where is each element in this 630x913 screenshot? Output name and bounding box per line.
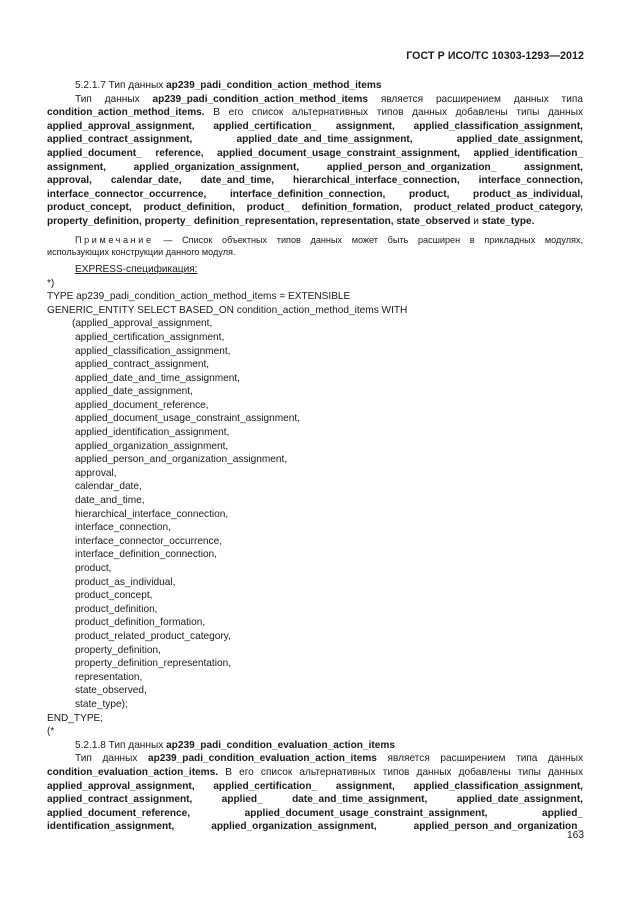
paragraph-text: Тип данных <box>75 753 149 765</box>
type-list-line <box>47 780 583 794</box>
section-heading-5-2-1-7 <box>47 79 583 93</box>
type-list-line <box>47 820 583 834</box>
type-name: ap239_padi_condition_evaluation_action_items <box>148 753 377 765</box>
select-item: applied_certification_assignment, <box>75 331 225 343</box>
note-label: Примечание <box>75 234 154 245</box>
comment-open: (* <box>47 726 55 738</box>
type-name: condition_evaluation_action_items. <box>47 766 219 778</box>
section-paragraph-line-1 <box>47 752 583 766</box>
select-item: property_definition, <box>75 644 161 656</box>
note-line-1 <box>47 234 583 246</box>
select-item: hierarchical_interface_connection, <box>75 508 229 520</box>
select-item: property_definition_representation, <box>75 658 231 670</box>
type-list-line <box>47 133 583 147</box>
select-item: product_as_individual, <box>75 576 176 588</box>
type-list-text: applied_document_ reference, applied_document_usage_constraint_assignment, applied_identification_ <box>47 147 583 159</box>
express-code <box>47 277 583 739</box>
select-item: applied_organization_assignment, <box>75 440 229 452</box>
type-list-last-line <box>47 215 583 229</box>
select-item: product_related_product_category, <box>75 630 231 642</box>
paragraph-text: является расширением типа данных <box>376 753 583 765</box>
select-item: approval, <box>75 467 117 479</box>
section-heading-5-2-1-8 <box>47 739 583 753</box>
page-content <box>47 79 583 834</box>
generic-entity-line: GENERIC_ENTITY SELECT BASED_ON condition_action_method_items WITH <box>47 304 408 316</box>
type-list-line <box>47 188 583 202</box>
page-number: 163 <box>567 830 584 841</box>
section-paragraph-line-1 <box>47 93 583 107</box>
section-paragraph-line-2 <box>47 106 583 120</box>
end-type: END_TYPE; <box>47 712 104 724</box>
express-spec-heading: EXPRESS-спецификация: <box>75 263 198 275</box>
select-item: product, <box>75 563 112 574</box>
select-item: representation, <box>75 671 143 683</box>
paragraph-text: Тип данных <box>75 93 153 105</box>
type-list-text: approval, calendar_date, date_and_time, hierarchical_interface_connection, interface_connection, <box>47 175 583 187</box>
comment-close: *) <box>47 277 55 289</box>
type-list-line <box>47 120 583 134</box>
select-item: applied_document_usage_constraint_assignment, <box>75 413 301 425</box>
select-item: applied_contract_assignment, <box>75 359 210 371</box>
type-list-text: product_concept, product_definition, product_ definition_formation, product_related_product_category, <box>47 202 583 214</box>
type-list-text: state_type. <box>481 215 535 227</box>
type-name: ap239_padi_condition_action_method_items <box>152 93 368 105</box>
type-list-line <box>47 161 583 175</box>
select-item: applied_date_assignment, <box>75 386 193 398</box>
type-list-text: interface_connector_occurrence, interface_definition_connection, product, product_as_individual, <box>47 188 583 200</box>
select-item: applied_classification_assignment, <box>75 345 231 357</box>
type-list-text: identification_assignment, applied_organization_assignment, applied_person_and_organization_ <box>47 821 583 833</box>
heading-prefix: 5.2.1.7 Тип данных <box>75 80 167 91</box>
type-list-line <box>47 807 583 821</box>
type-list-text: applied_document_reference, applied_document_usage_constraint_assignment, applied_ <box>47 807 583 819</box>
select-item: calendar_date, <box>75 481 142 493</box>
heading-type-name: ap239_padi_condition_evaluation_action_items <box>166 739 395 751</box>
note-text: — Список объектных типов данных может быть расширен в прикладных модулях, <box>153 234 583 245</box>
type-list-text: applied_approval_assignment, applied_certification_ assignment, applied_classification_assignment, <box>47 780 583 792</box>
type-list-line <box>47 201 583 215</box>
select-item: interface_connector_occurrence, <box>75 535 223 547</box>
type-list-line <box>47 147 583 161</box>
note-line-2: использующих конструкции данного модуля. <box>47 246 236 257</box>
select-item: applied_person_and_organization_assignment, <box>75 454 288 466</box>
type-list-text: applied_approval_assignment, applied_certification_ assignment, applied_classification_assignment, <box>47 120 583 132</box>
select-item: interface_definition_connection, <box>75 549 217 561</box>
paragraph-text: является расширением данных типа <box>367 93 583 105</box>
select-item: product_concept, <box>75 590 153 602</box>
section-paragraph-line-2 <box>47 766 583 780</box>
paragraph-text: В его список альтернативных типов данных добавлены типы данных <box>204 107 583 119</box>
select-item: date_and_time, <box>75 495 145 507</box>
heading-prefix: 5.2.1.8 Тип данных <box>75 739 167 751</box>
select-item: product_definition, <box>75 603 158 615</box>
note-block <box>47 234 583 258</box>
paragraph-text: В его список альтернативных типов данных добавлены типы данных <box>218 766 583 778</box>
select-item: state_type); <box>75 698 128 710</box>
standard-header: ГОСТ Р ИСО/ТС 10303-1293—2012 <box>406 50 584 62</box>
type-name: condition_action_method_items. <box>47 107 205 119</box>
select-item: applied_date_and_time_assignment, <box>75 372 240 384</box>
type-list-line <box>47 174 583 188</box>
conjunction: и <box>470 215 482 227</box>
type-list-text: applied_contract_assignment, applied_date_and_time_assignment, applied_date_assignment, <box>47 134 583 146</box>
type-list-text: property_definition, property_ definition_representation, representation, state_observed <box>47 215 471 227</box>
type-declaration: TYPE ap239_padi_condition_action_method_items = EXTENSIBLE <box>47 291 351 303</box>
select-item: state_observed, <box>75 685 147 697</box>
select-item: applied_identification_assignment, <box>75 427 230 439</box>
select-item: applied_document_reference, <box>75 399 209 411</box>
heading-type-name: ap239_padi_condition_action_method_items <box>166 80 382 91</box>
type-list-text: assignment, applied_organization_assignment, applied_person_and_organization_ assignment, <box>47 161 583 173</box>
select-item: interface_connection, <box>75 522 171 534</box>
type-list-line <box>47 793 583 807</box>
select-item: (applied_approval_assignment, <box>72 318 213 330</box>
type-list-text: applied_contract_assignment, applied_ date_and_time_assignment, applied_date_assignment, <box>47 794 583 806</box>
select-item: product_definition_formation, <box>75 617 206 629</box>
